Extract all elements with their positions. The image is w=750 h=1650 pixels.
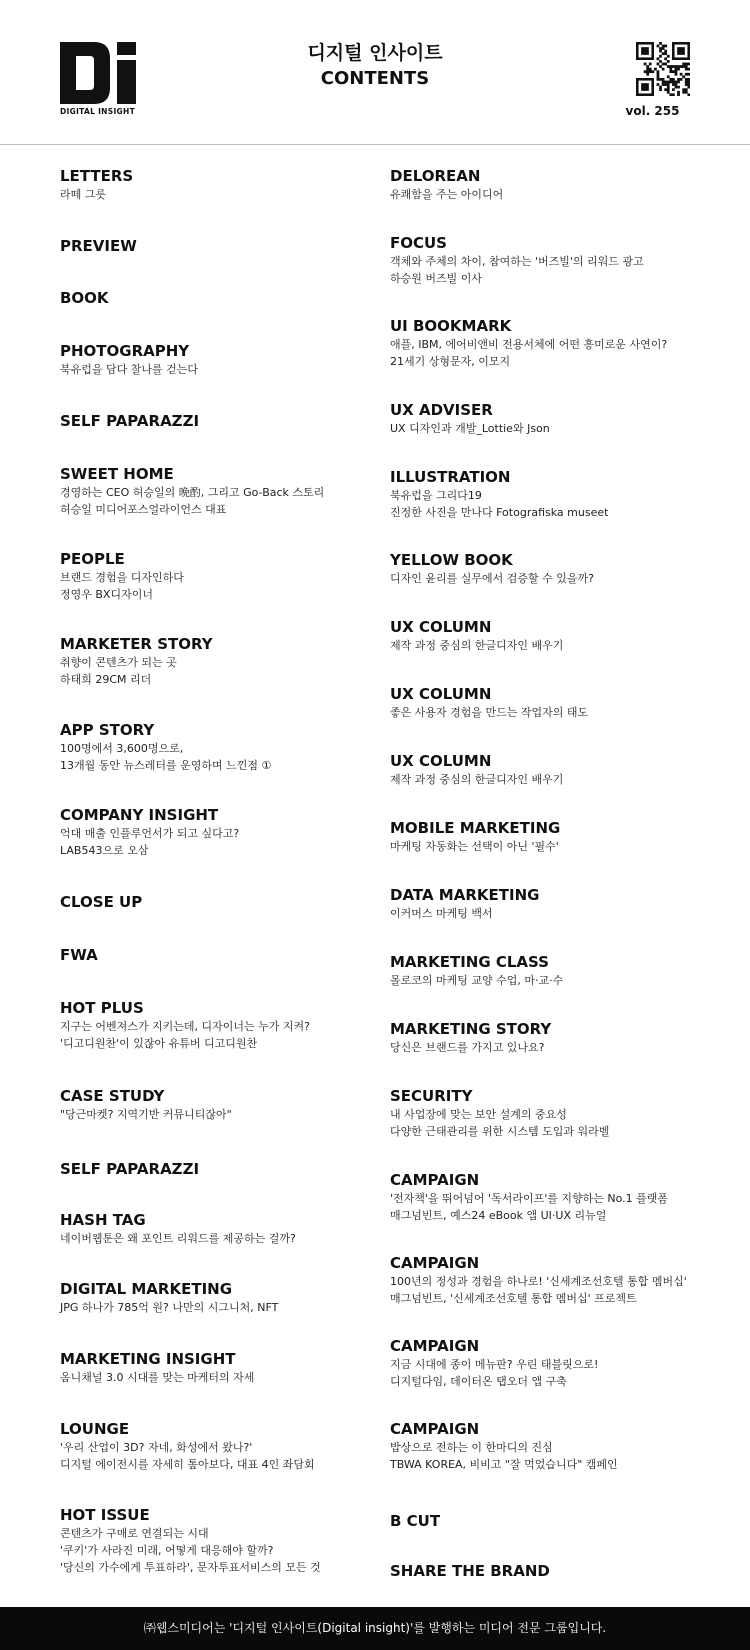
article-subtitle: 취향이 콘텐츠가 되는 곳 xyxy=(60,656,177,669)
article-subtitle: "당근마켓? 지역기반 커뮤니티잖아" xyxy=(60,1108,232,1121)
header xyxy=(0,0,750,145)
section-title: LOUNGE xyxy=(60,1420,130,1438)
article-subtitle: 라떼 그릇 xyxy=(60,188,107,201)
article-subtitle: 옴니채널 3.0 시대를 맞는 마케터의 자세 xyxy=(60,1371,255,1384)
section-title: CAMPAIGN xyxy=(390,1337,480,1355)
section-title: PEOPLE xyxy=(60,550,125,568)
article-subtitle: 21세기 상형문자, 이모지 xyxy=(390,355,511,368)
magazine-title: 디지털 인사이트 xyxy=(307,42,443,64)
toc-item[interactable] xyxy=(390,1336,598,1390)
article-subtitle: 억대 매출 인플루언서가 되고 싶다고? xyxy=(60,827,240,840)
article-subtitle: 애플, IBM, 에어비앤비 전용서체에 어떤 흥미로운 사연이? xyxy=(390,338,668,351)
article-subtitle: 디지털 에이전시를 자세히 톺아보다, 대표 4인 좌담회 xyxy=(60,1458,315,1471)
section-title: LETTERS xyxy=(60,167,134,185)
section-title: MARKETER STORY xyxy=(60,635,213,653)
section-title: PREVIEW xyxy=(60,237,137,255)
toc-item[interactable] xyxy=(390,467,608,521)
article-subtitle: 밥상으로 전하는 이 한마디의 진심 xyxy=(390,1441,553,1454)
article-subtitle: 유쾌함을 주는 아이디어 xyxy=(390,188,504,201)
article-subtitle: 하승원 버즈빌 이사 xyxy=(390,272,483,285)
article-subtitle: 지구는 어벤져스가 지키는데, 디자이너는 누가 지켜? xyxy=(60,1020,310,1033)
footer-text: ㈜웹스미디어는 '디지털 인사이트(Digital insight)'를 발행하는 미디어 전문 그룹입니다. xyxy=(143,1621,607,1635)
toc-item[interactable] xyxy=(390,1511,440,1531)
header-divider xyxy=(0,144,750,145)
article-subtitle: '우리 산업이 3D? 자네, 화성에서 왔나?' xyxy=(60,1441,253,1454)
section-title: ILLUSTRATION xyxy=(390,468,511,486)
toc-item[interactable] xyxy=(390,1561,550,1581)
article-subtitle: 하태희 29CM 리더 xyxy=(60,673,152,686)
toc-item[interactable] xyxy=(60,1086,232,1123)
toc-item[interactable] xyxy=(60,236,137,256)
article-subtitle: 콘텐츠가 구매로 연결되는 시대 xyxy=(60,1527,209,1540)
article-subtitle: 정영우 BX디자이너 xyxy=(60,588,153,601)
toc-item[interactable] xyxy=(60,998,310,1052)
article-subtitle: 디자인 윤리를 실무에서 검증할 수 있을까? xyxy=(390,572,594,585)
toc-item[interactable] xyxy=(60,892,142,912)
footer-bar xyxy=(0,1607,750,1650)
toc-item[interactable] xyxy=(60,1159,199,1179)
section-title: DELOREAN xyxy=(390,167,481,185)
section-title: HOT ISSUE xyxy=(60,1506,150,1524)
article-subtitle: 100년의 정성과 경험을 하나로! '신세계조선호텔 통합 멤버십' xyxy=(390,1275,687,1288)
volume-number: vol. 255 xyxy=(625,104,680,118)
toc-item[interactable] xyxy=(60,720,271,774)
toc-item[interactable] xyxy=(60,1279,278,1316)
article-subtitle: 다양한 근태관리를 위한 시스템 도입과 워라벨 xyxy=(390,1125,610,1138)
section-title: SHARE THE BRAND xyxy=(390,1562,550,1580)
section-title: FOCUS xyxy=(390,234,447,252)
section-title: UX COLUMN xyxy=(390,685,492,703)
section-title: HASH TAG xyxy=(60,1211,146,1229)
toc-item[interactable] xyxy=(390,1170,668,1224)
toc-item[interactable] xyxy=(60,634,213,688)
section-title: UX COLUMN xyxy=(390,618,492,636)
toc-item[interactable] xyxy=(390,550,594,587)
toc-item[interactable] xyxy=(60,464,324,518)
article-subtitle: '디고디원찬'이 있잖아 유튜버 디고디원찬 xyxy=(60,1037,258,1050)
article-subtitle: 북유럽을 담다 찰나를 걷는다 xyxy=(60,363,199,376)
section-title: SELF PAPARAZZI xyxy=(60,1160,200,1178)
article-subtitle: '전자책'을 뛰어넘어 '독서라이프'를 지향하는 No.1 플랫폼 xyxy=(390,1192,668,1205)
section-title: SWEET HOME xyxy=(60,465,174,483)
section-title: BOOK xyxy=(60,289,109,307)
toc-item[interactable] xyxy=(390,617,563,654)
toc-item[interactable] xyxy=(60,805,239,859)
article-subtitle: 마케팅 자동화는 선택이 아닌 '필수' xyxy=(390,840,559,853)
toc-item[interactable] xyxy=(60,1210,296,1247)
section-title: SECURITY xyxy=(390,1087,473,1105)
article-subtitle: 제작 과정 중심의 한글디자인 배우기 xyxy=(390,773,564,786)
contents-heading: CONTENTS xyxy=(320,68,430,89)
toc-item[interactable] xyxy=(60,1349,254,1386)
toc-item[interactable] xyxy=(60,411,199,431)
article-subtitle: TBWA KOREA, 비비고 "잘 먹었습니다" 캠페인 xyxy=(390,1458,618,1471)
article-subtitle: 제작 과정 중심의 한글디자인 배우기 xyxy=(390,639,564,652)
toc-item[interactable] xyxy=(390,885,539,922)
toc-item[interactable] xyxy=(60,288,109,308)
toc-item[interactable] xyxy=(390,316,667,370)
section-title: DIGITAL MARKETING xyxy=(60,1280,233,1298)
section-title: FWA xyxy=(60,946,98,964)
article-subtitle: '쿠키'가 사라진 미래, 어떻게 대응해야 할까? xyxy=(60,1544,274,1557)
toc-item[interactable] xyxy=(60,945,98,965)
article-subtitle: 디지털다임, 데이터온 탭오더 앱 구축 xyxy=(390,1375,567,1388)
section-title: MARKETING STORY xyxy=(390,1020,552,1038)
article-subtitle: 이커머스 마케팅 백서 xyxy=(390,907,493,920)
toc-item[interactable] xyxy=(390,952,563,989)
section-title: CLOSE UP xyxy=(60,893,143,911)
article-subtitle: 100명에서 3,600명으로, xyxy=(60,742,184,755)
section-title: UX ADVISER xyxy=(390,401,493,419)
section-title: SELF PAPARAZZI xyxy=(60,412,200,430)
toc-item[interactable] xyxy=(390,166,503,203)
section-title: MARKETING CLASS xyxy=(390,953,549,971)
section-title: MARKETING INSIGHT xyxy=(60,1350,236,1368)
section-title: CAMPAIGN xyxy=(390,1254,480,1272)
qr-code-icon[interactable] xyxy=(636,42,690,96)
article-subtitle: 내 사업장에 맞는 보안 설계의 중요성 xyxy=(390,1108,567,1121)
section-title: YELLOW BOOK xyxy=(390,551,513,569)
section-title: COMPANY INSIGHT xyxy=(60,806,219,824)
toc-item[interactable] xyxy=(390,684,588,721)
article-subtitle: 진정한 사진을 만나다 Fotografiska museet xyxy=(390,506,609,519)
toc-item[interactable] xyxy=(390,1253,687,1307)
section-title: DATA MARKETING xyxy=(390,886,540,904)
article-subtitle: 매그넘빈트, '신세계조선호텔 통합 멤버십' 프로젝트 xyxy=(390,1292,637,1305)
toc-item[interactable] xyxy=(390,233,644,287)
section-title: APP STORY xyxy=(60,721,155,739)
section-title: MOBILE MARKETING xyxy=(390,819,561,837)
toc-item[interactable] xyxy=(390,818,560,855)
section-title: CAMPAIGN xyxy=(390,1171,480,1189)
article-subtitle: 지금 시대에 종이 메뉴판? 우린 태블릿으로! xyxy=(390,1358,599,1371)
toc-item[interactable] xyxy=(60,341,198,378)
article-subtitle: 브랜드 경험을 디자인하다 xyxy=(60,571,184,584)
section-title: PHOTOGRAPHY xyxy=(60,342,190,360)
article-subtitle: UX 디자인과 개발_Lottie와 Json xyxy=(390,422,550,435)
toc-item[interactable] xyxy=(390,751,563,788)
article-subtitle: 좋은 사용자 경험을 만드는 작업자의 태도 xyxy=(390,706,589,719)
article-subtitle: JPG 하나가 785억 원? 나만의 시그니처, NFT xyxy=(60,1301,279,1314)
section-title: CAMPAIGN xyxy=(390,1420,480,1438)
toc-item[interactable] xyxy=(60,1505,321,1576)
toc-item[interactable] xyxy=(60,166,133,203)
article-subtitle: 객체와 주체의 차이, 참여하는 '버즈빌'의 리워드 광고 xyxy=(390,255,644,268)
article-subtitle: 몰로코의 마케팅 교양 수업, 마·교·수 xyxy=(390,974,564,987)
section-title: HOT PLUS xyxy=(60,999,144,1017)
section-title: CASE STUDY xyxy=(60,1087,165,1105)
article-subtitle: 당신은 브랜드를 가지고 있나요? xyxy=(390,1041,545,1054)
article-subtitle: '당신의 가수에게 투표하라', 문자투표서비스의 모든 것 xyxy=(60,1561,321,1574)
section-title: B CUT xyxy=(390,1512,441,1530)
toc-item[interactable] xyxy=(390,1086,609,1140)
section-title: UX COLUMN xyxy=(390,752,492,770)
toc-item[interactable] xyxy=(390,1019,551,1056)
article-subtitle: LAB543으로 오삼 xyxy=(60,844,149,857)
logo-text: DIGITAL INSIGHT xyxy=(60,107,135,116)
toc-item[interactable] xyxy=(60,1419,315,1473)
section-title: UI BOOKMARK xyxy=(390,317,512,335)
article-subtitle: 매그넘빈트, 예스24 eBook 앱 UI·UX 리뉴얼 xyxy=(390,1209,607,1222)
article-subtitle: 경영하는 CEO 허승일의 晩酌, 그리고 Go-Back 스토리 xyxy=(60,486,325,499)
toc-item[interactable] xyxy=(390,1419,618,1473)
toc-item[interactable] xyxy=(390,400,550,437)
article-subtitle: 허승일 미디어포스얼라이언스 대표 xyxy=(60,503,227,516)
article-subtitle: 북유럽을 그리다19 xyxy=(390,489,482,502)
toc-item[interactable] xyxy=(60,549,184,603)
article-subtitle: 13개월 동안 뉴스레터를 운영하며 느낀점 ① xyxy=(60,759,272,772)
article-subtitle: 네이버웹툰은 왜 포인트 리워드를 제공하는 걸까? xyxy=(60,1232,296,1245)
